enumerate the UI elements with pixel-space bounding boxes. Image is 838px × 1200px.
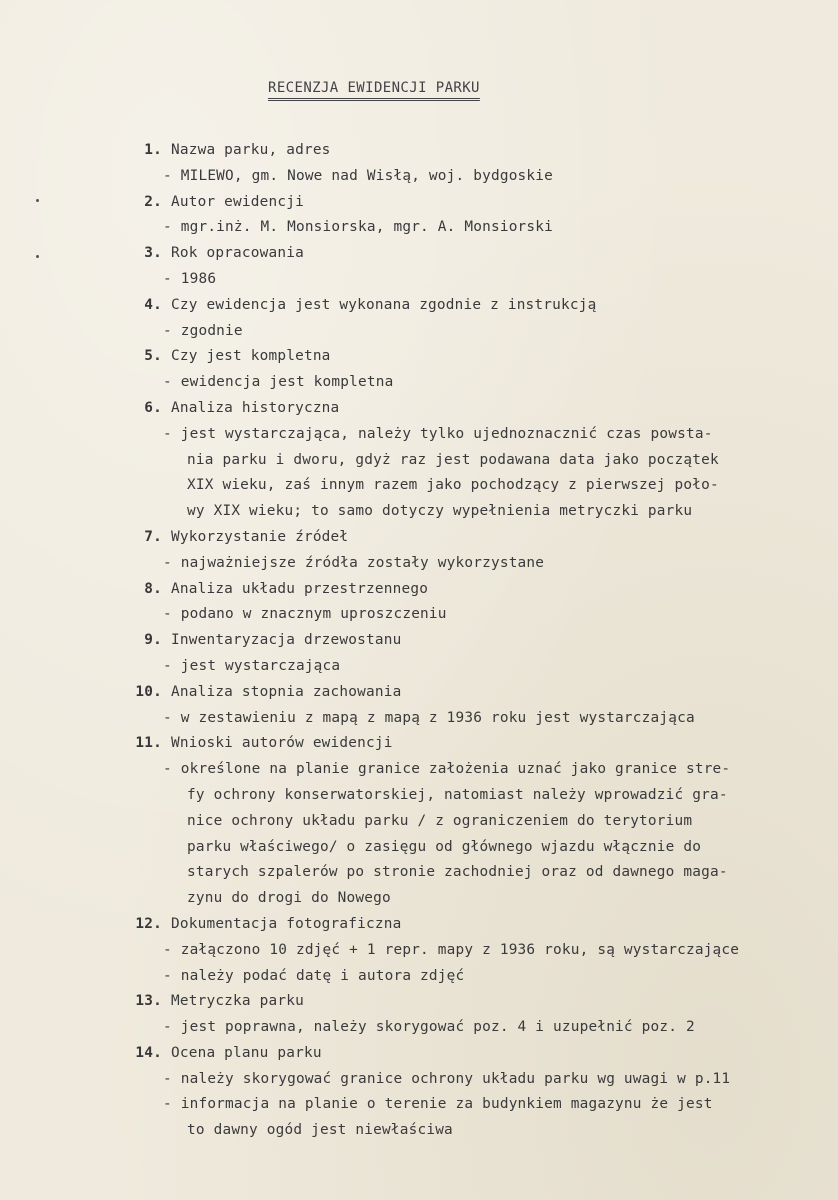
item-number: 13. [135, 993, 162, 1010]
item-number: 9. [144, 632, 162, 649]
item-number: 7. [144, 528, 162, 545]
list-item [0, 525, 838, 577]
item-line: - mgr.inż. M. Monsiorska, mgr. A. Monsiorski [163, 219, 554, 236]
item-line: - MILEWO, gm. Nowe nad Wisłą, woj. bydgoskie [163, 167, 554, 184]
item-line: - zgodnie [163, 322, 243, 339]
item-heading: Analiza historyczna [171, 399, 340, 416]
item-heading: Wykorzystanie źródeł [171, 528, 349, 545]
item-heading: Analiza układu przestrzennego [171, 580, 429, 597]
item-line: wy XIX wieku; to samo dotyczy wypełnienia metryczki parku [187, 503, 693, 520]
list-item [0, 344, 838, 396]
item-heading: Dokumentacja fotograficzna [171, 915, 402, 932]
item-line: - jest poprawna, należy skorygować poz. 4 i uzupełnić poz. 2 [163, 1019, 695, 1036]
list-item [0, 680, 838, 732]
item-heading: Autor ewidencji [171, 193, 304, 210]
item-heading: Metryczka parku [171, 993, 304, 1010]
document-title: RECENZJA EWIDENCJI PARKU [268, 80, 480, 96]
item-number: 8. [144, 580, 162, 597]
item-line: - informacja na planie o terenie za budynkiem magazynu że jest [163, 1096, 713, 1113]
item-heading: Ocena planu parku [171, 1044, 322, 1061]
item-line: fy ochrony konserwatorskiej, natomiast należy wprowadzić gra- [187, 786, 728, 803]
item-heading: Czy jest kompletna [171, 348, 331, 365]
item-line: - najważniejsze źródła zostały wykorzystane [163, 554, 545, 571]
item-line: XIX wieku, zaś innym razem jako pochodzący z pierwszej poło- [187, 477, 719, 494]
item-line: - w zestawieniu z mapą z mapą z 1936 roku jest wystarczająca [163, 709, 695, 726]
item-number: 5. [144, 348, 162, 365]
list-item [0, 912, 838, 989]
item-line: - określone na planie granice założenia uznać jako granice stre- [163, 761, 731, 778]
list-item [0, 190, 838, 242]
item-heading: Inwentaryzacja drzewostanu [171, 632, 402, 649]
item-line: - 1986 [163, 270, 217, 287]
item-line: - jest wystarczająca [163, 657, 341, 674]
item-heading: Wnioski autorów ewidencji [171, 735, 393, 752]
review-list [0, 138, 838, 1144]
list-item [0, 1041, 838, 1144]
item-heading: Czy ewidencja jest wykonana zgodnie z instrukcją [171, 296, 597, 313]
item-heading: Analiza stopnia zachowania [171, 683, 402, 700]
item-heading: Rok opracowania [171, 245, 304, 262]
item-line: to dawny ogód jest niewłaściwa [187, 1122, 453, 1139]
item-heading: Nazwa parku, adres [171, 142, 331, 158]
item-number: 11. [135, 735, 162, 752]
item-line: - należy podać datę i autora zdjęć [163, 967, 465, 984]
item-number: 6. [144, 399, 162, 416]
item-line: - podano w znacznym uproszczeniu [163, 606, 447, 623]
item-line: - należy skorygować granice ochrony układu parku wg uwagi w p.11 [163, 1070, 731, 1087]
item-line: nia parku i dworu, gdyż raz jest podawana data jako początek [187, 451, 719, 468]
list-item [0, 731, 838, 912]
item-line: nice ochrony układu parku / z ograniczeniem do terytorium [187, 812, 693, 829]
item-line: - załączono 10 zdjęć + 1 repr. mapy z 1936 roku, są wystarczające [163, 941, 740, 958]
item-number: 2. [144, 193, 162, 210]
item-number: 12. [135, 915, 162, 932]
item-number: 14. [135, 1044, 162, 1061]
list-item [0, 241, 838, 293]
list-item [0, 577, 838, 629]
item-number: 10. [135, 683, 162, 700]
item-number: 4. [144, 296, 162, 313]
list-item [0, 138, 838, 190]
item-number: 3. [144, 245, 162, 262]
list-item [0, 628, 838, 680]
item-line: - ewidencja jest kompletna [163, 374, 394, 391]
list-item [0, 989, 838, 1041]
list-item [0, 396, 838, 525]
item-number: 1. [144, 142, 162, 158]
item-line: starych szpalerów po stronie zachodniej oraz od dawnego maga- [187, 864, 728, 881]
list-item [0, 293, 838, 345]
item-line: - jest wystarczająca, należy tylko ujednoznacznić czas powsta- [163, 425, 713, 442]
item-line: parku właściwego/ o zasięgu od głównego wjazdu włącznie do [187, 838, 702, 855]
item-line: zynu do drogi do Nowego [187, 890, 391, 907]
